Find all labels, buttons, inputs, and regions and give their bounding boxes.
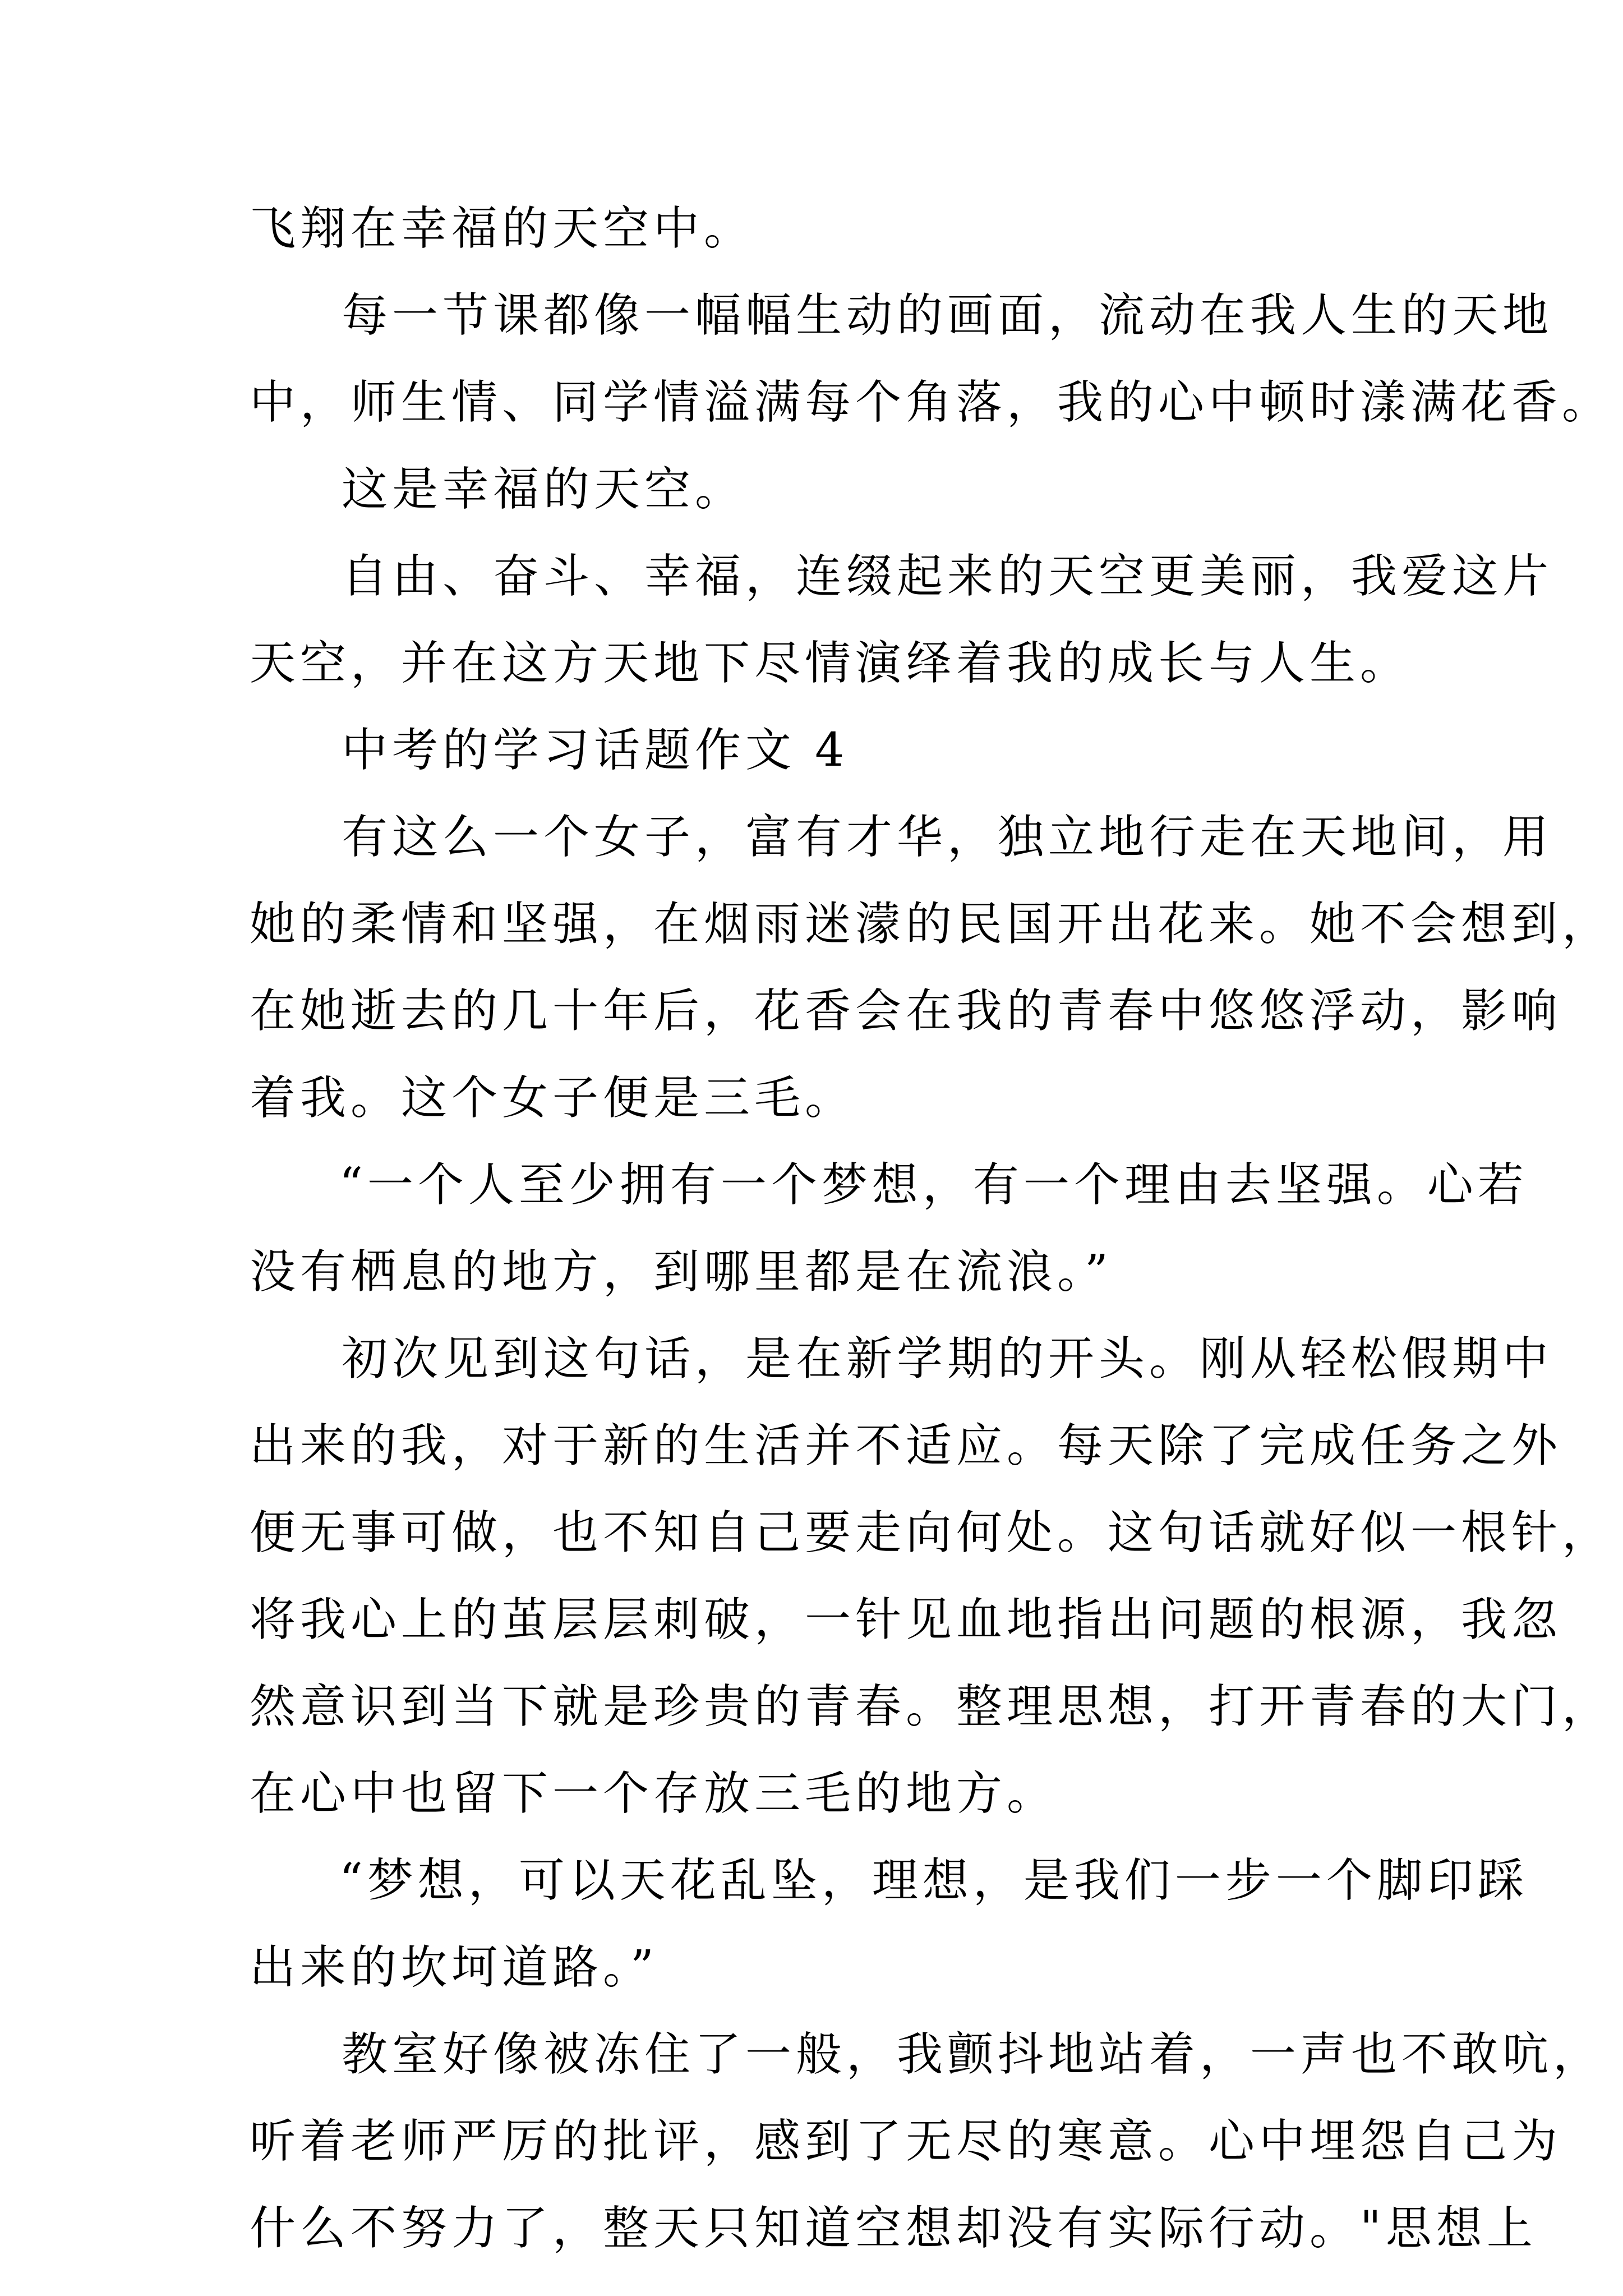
text-line: 在心中也留下一个存放三毛的地方。 xyxy=(250,1767,1058,1820)
quote-line: 没有栖息的地方，到哪里都是在流浪。” xyxy=(250,1245,1113,1299)
text-line: 在她逝去的几十年后，花香会在我的青春中悠悠浮动，影响 xyxy=(250,984,1562,1038)
text-line: 天空，并在这方天地下尽情演绎着我的成长与人生。 xyxy=(250,637,1411,690)
text-line: 教室好像被冻住了一般，我颤抖地站着，一声也不敢吭， xyxy=(342,2028,1604,2081)
section-heading: 中考的学习话题作文 4 xyxy=(342,724,849,777)
text-line: 着我。这个女子便是三毛。 xyxy=(250,1071,856,1125)
text-line: 每一节课都像一幅幅生动的画面，流动在我人生的天地 xyxy=(342,289,1553,342)
quote-line: “一个人至少拥有一个梦想，有一个理由去坚强。心若 xyxy=(339,1158,1528,1212)
text-line: 有这么一个女子，富有才华，独立地行走在天地间，用 xyxy=(342,811,1553,864)
text-line: 什么不努力了，整天只知道空想却没有实际行动。"思想上 xyxy=(250,2202,1537,2255)
text-line: 她的柔情和坚强，在烟雨迷濛的民国开出花来。她不会想到， xyxy=(250,898,1613,951)
text-line: 中，师生情、同学情溢满每个角落，我的心中顿时漾满花香。 xyxy=(250,376,1613,429)
text-line: 将我心上的茧层层刺破，一针见血地指出问题的根源，我忽 xyxy=(250,1593,1562,1646)
text-line: 自由、奋斗、幸福，连缀起来的天空更美丽，我爱这片 xyxy=(342,550,1553,603)
text-line: 初次见到这句话，是在新学期的开头。刚从轻松假期中 xyxy=(342,1332,1553,1386)
quote-line: 出来的坎坷道路。” xyxy=(250,1941,658,1994)
text-line: 便无事可做，也不知自己要走向何处。这句话就好似一根针， xyxy=(250,1506,1613,1559)
text-line: 听着老师严厉的批评，感到了无尽的寒意。心中埋怨自己为 xyxy=(250,2115,1562,2168)
text-line: 这是幸福的天空。 xyxy=(342,463,746,516)
body-text xyxy=(250,185,1613,2272)
quote-line: “梦想，可以天花乱坠，理想，是我们一步一个脚印踩 xyxy=(339,1854,1528,1907)
text-line: 出来的我，对于新的生活并不适应。每天除了完成任务之外 xyxy=(250,1419,1562,1473)
text-line: 飞翔在幸福的天空中。 xyxy=(250,202,755,255)
text-line: 然意识到当下就是珍贵的青春。整理思想，打开青春的大门， xyxy=(250,1680,1613,1733)
